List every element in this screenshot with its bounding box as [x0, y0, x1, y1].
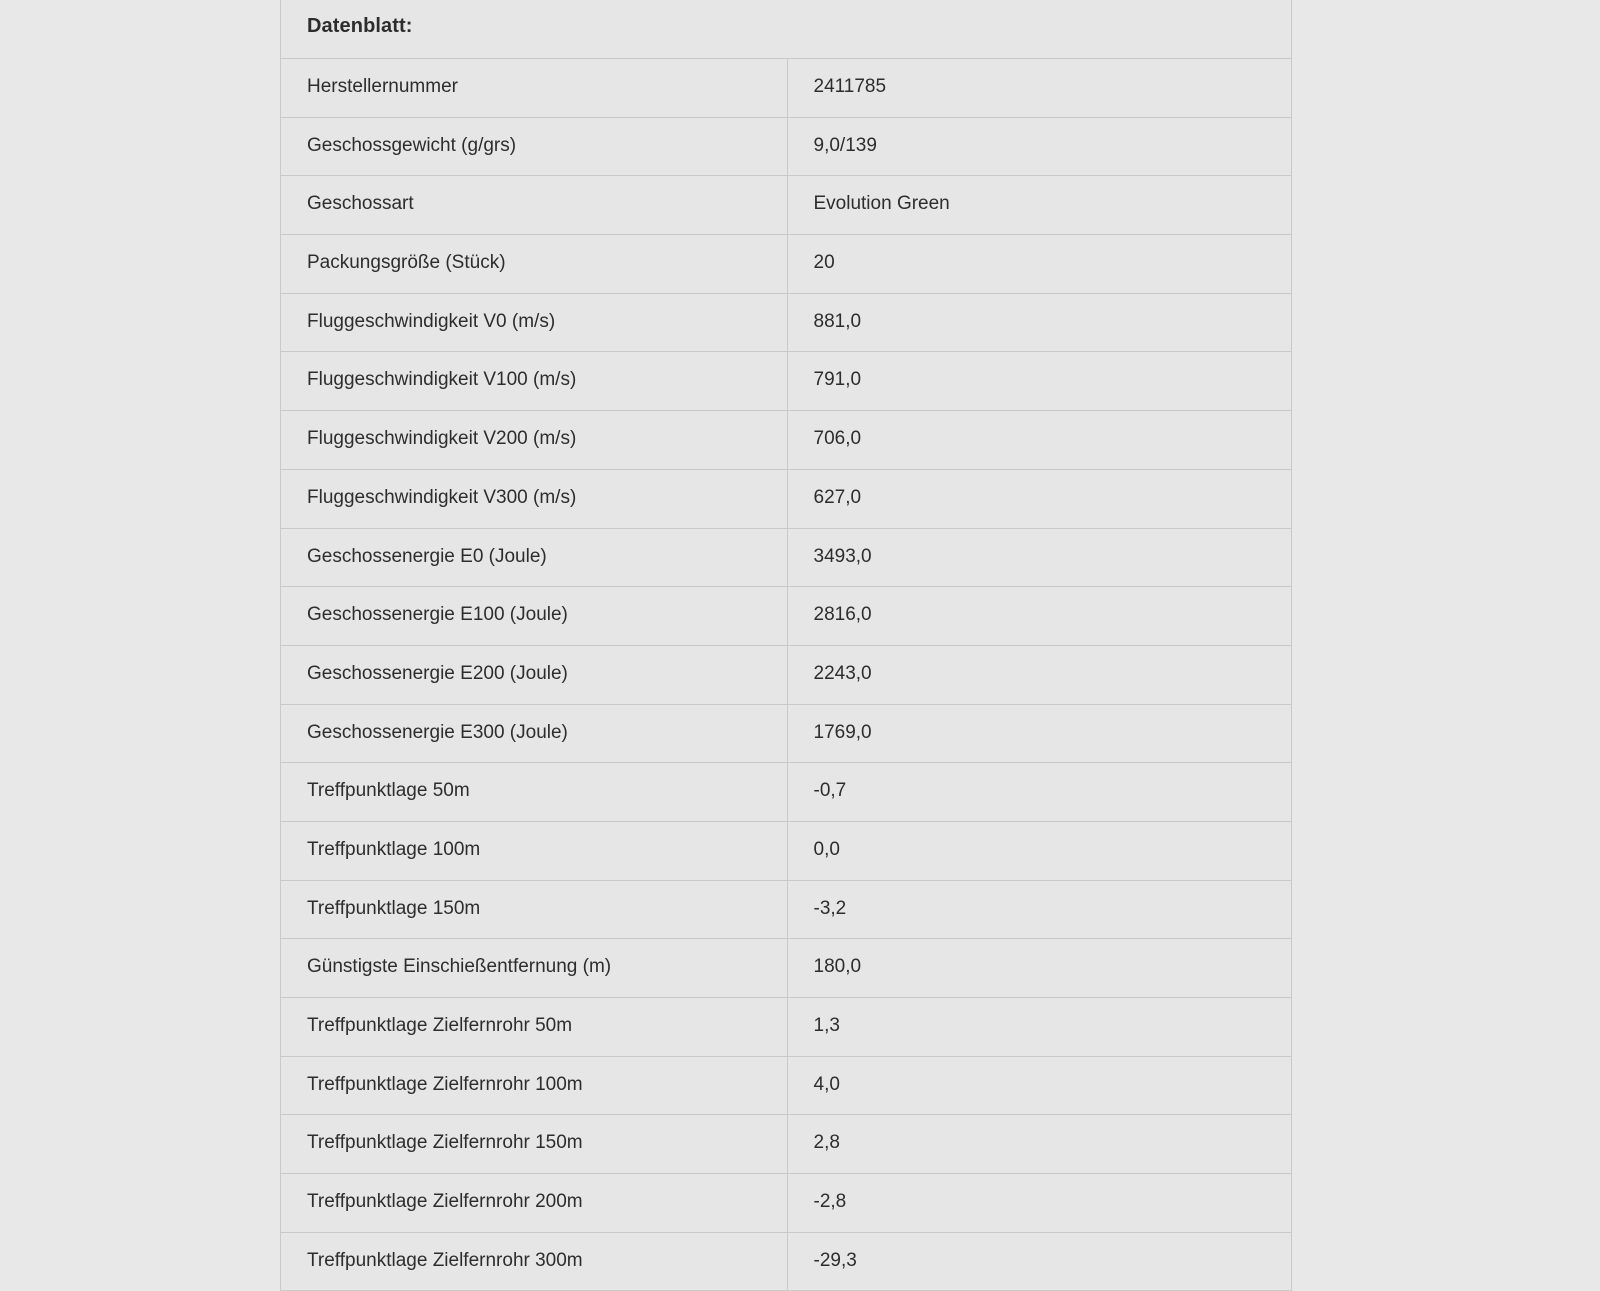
table-row — [281, 880, 1291, 939]
spec-value: -2,8 — [813, 1191, 847, 1213]
spec-label: Fluggeschwindigkeit V100 (m/s) — [281, 352, 787, 411]
spec-label: Treffpunktlage 150m — [281, 880, 787, 939]
spec-label: Treffpunktlage Zielfernrohr 50m — [281, 998, 787, 1057]
spec-value: -29,3 — [813, 1249, 857, 1271]
table-row — [281, 59, 1291, 117]
table-row — [281, 469, 1291, 528]
table-row — [281, 704, 1291, 763]
spec-value: 20 — [813, 252, 835, 274]
spec-value: 2411785 — [813, 76, 887, 97]
table-row — [281, 235, 1291, 294]
spec-value: 2,8 — [813, 1132, 840, 1154]
table-row — [281, 411, 1291, 470]
spec-value: 881,0 — [813, 310, 862, 332]
spec-label: Geschossart — [281, 176, 787, 235]
spec-label: Fluggeschwindigkeit V300 (m/s) — [281, 469, 787, 528]
spec-value: 791,0 — [813, 369, 862, 391]
spec-value: 9,0/139 — [813, 134, 877, 156]
spec-value: Evolution Green — [813, 193, 950, 215]
table-row — [281, 587, 1291, 646]
spec-value: 1769,0 — [813, 721, 872, 743]
spec-value: 706,0 — [813, 428, 862, 450]
spec-value: 180,0 — [813, 956, 862, 978]
table-row — [281, 939, 1291, 998]
spec-label: Geschossenergie E300 (Joule) — [281, 704, 787, 763]
table-row — [281, 821, 1291, 880]
table-row — [281, 1232, 1291, 1290]
spec-label: Treffpunktlage 50m — [281, 763, 787, 822]
spec-label: Treffpunktlage Zielfernrohr 200m — [281, 1174, 787, 1233]
spec-label: Günstigste Einschießentfernung (m) — [281, 939, 787, 998]
spec-label: Geschossenergie E200 (Joule) — [281, 645, 787, 704]
spec-value: 2816,0 — [813, 604, 872, 626]
spec-label: Packungsgröße (Stück) — [281, 235, 787, 294]
spec-value: 2243,0 — [813, 662, 872, 684]
spec-label: Fluggeschwindigkeit V0 (m/s) — [281, 293, 787, 352]
table-row — [281, 998, 1291, 1057]
spec-label: Herstellernummer — [281, 59, 787, 117]
spec-label: Geschossgewicht (g/grs) — [281, 117, 787, 176]
spec-value: 1,3 — [813, 1015, 840, 1036]
table-row — [281, 176, 1291, 235]
table-row — [281, 352, 1291, 411]
datasheet-panel — [280, 0, 1292, 1291]
spec-label: Treffpunktlage Zielfernrohr 150m — [281, 1115, 787, 1174]
spec-label: Treffpunktlage Zielfernrohr 300m — [281, 1232, 787, 1290]
table-row — [281, 1115, 1291, 1174]
spec-label: Treffpunktlage Zielfernrohr 100m — [281, 1056, 787, 1115]
spec-label: Fluggeschwindigkeit V200 (m/s) — [281, 411, 787, 470]
spec-value: 4,0 — [813, 1073, 840, 1095]
table-row — [281, 1174, 1291, 1233]
datasheet-title: Datenblatt: — [281, 0, 1291, 59]
spec-value: -0,7 — [813, 780, 847, 802]
spec-label: Treffpunktlage 100m — [281, 821, 787, 880]
spec-value: -3,2 — [813, 897, 847, 919]
table-row — [281, 763, 1291, 822]
spec-value: 627,0 — [813, 486, 862, 508]
spec-label: Geschossenergie E100 (Joule) — [281, 587, 787, 646]
table-row — [281, 645, 1291, 704]
spec-value: 3493,0 — [813, 545, 872, 567]
table-row — [281, 117, 1291, 176]
table-row — [281, 293, 1291, 352]
specification-table — [281, 59, 1291, 1290]
spec-value: 0,0 — [813, 838, 840, 860]
table-row — [281, 1056, 1291, 1115]
spec-label: Geschossenergie E0 (Joule) — [281, 528, 787, 587]
table-row — [281, 528, 1291, 587]
